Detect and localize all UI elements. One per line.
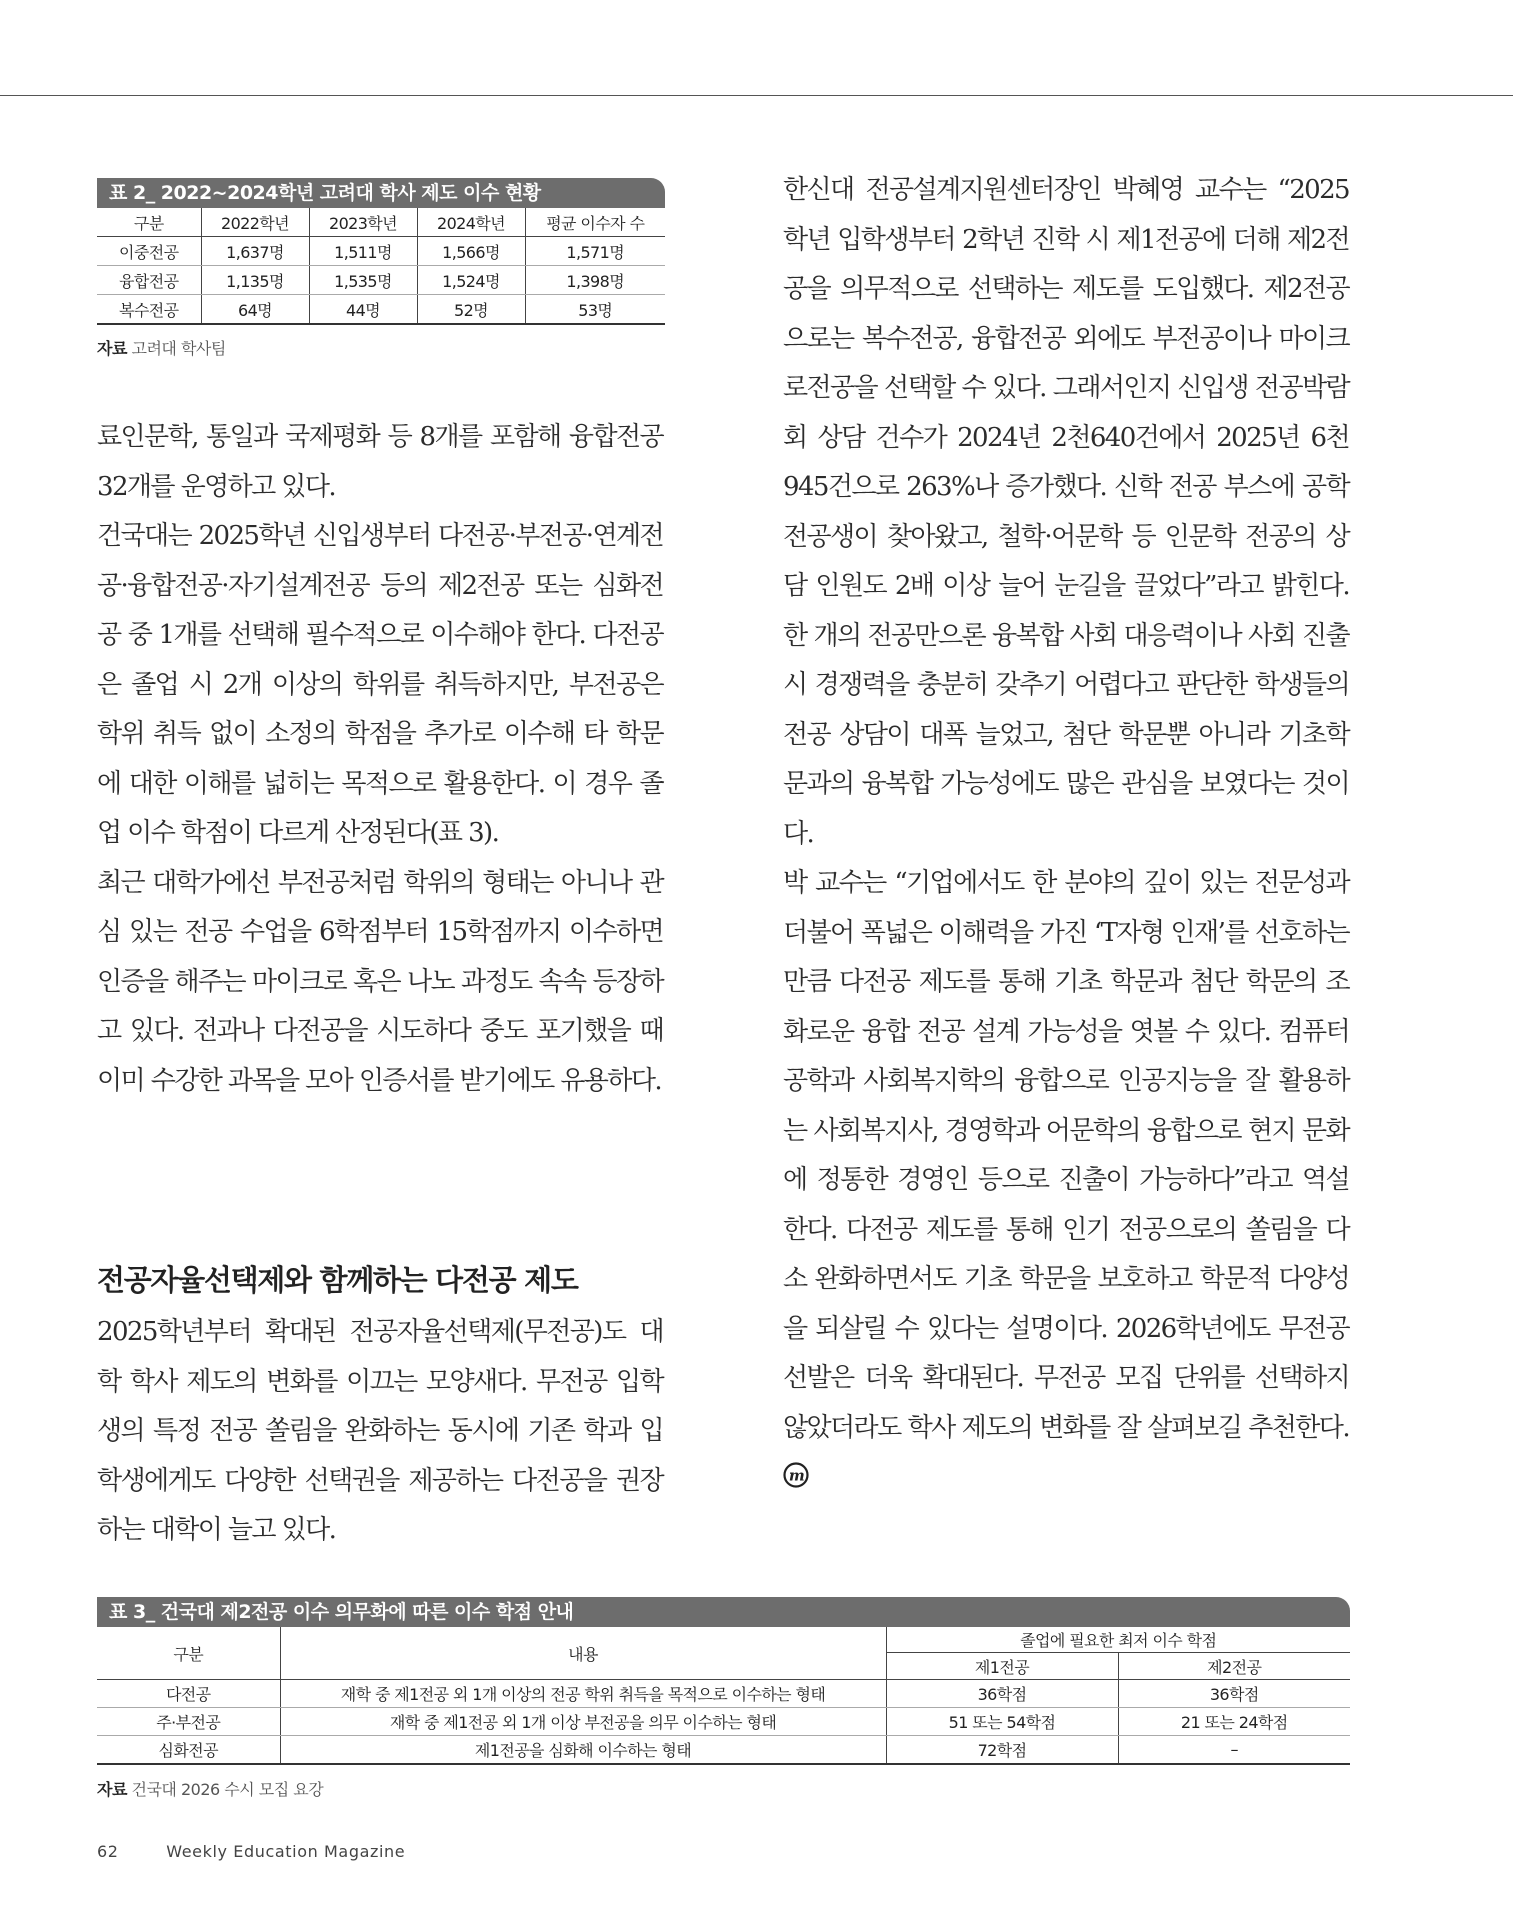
table-cell: 51 또는 54학점 (886, 1708, 1118, 1736)
source-text: 건국대 2026 수시 모집 요강 (131, 1780, 324, 1799)
table-cell: 재학 중 제1전공 외 1개 이상의 전공 학위 취득을 목적으로 이수하는 형태 (280, 1680, 886, 1708)
table-cell: – (1118, 1736, 1350, 1765)
source-label: 자료 (97, 1780, 127, 1799)
table-cell: 주·부전공 (97, 1708, 280, 1736)
paragraph: 료인문학, 통일과 국제평화 등 8개를 포함해 융합전공 32개를 운영하고 있다. (97, 422, 663, 502)
left-column-section (97, 1308, 663, 1556)
end-mark-letter: m (788, 1466, 804, 1485)
table-cell: 64명 (201, 295, 309, 325)
table-cell: 이중전공 (97, 237, 201, 266)
table-3-header-group: 졸업에 필요한 최저 이수 학점 (886, 1627, 1350, 1653)
top-rule (0, 95, 1513, 96)
table-cell: 21 또는 24학점 (1118, 1708, 1350, 1736)
paragraph: 한신대 전공설계지원센터장인 박혜영 교수는 “2025학년 입학생부터 2학년 진학 시 제1전공에 더해 제2전공을 의무적으로 선택하는 제도를 도입했다. 제2전공으로는 복수전공, 융합전공 외에도 부전공이나 마이크로전공을 선택할 수 있다. 그래서인지 신입생 전공박람회 상담 건수가 2024년 2천640건에서 2025년 6천945건으로 263%나 증가했다. 신학 전공 부스에 공학 전공생이 찾아왔고, 철학·어문학 등 인문학 전공의 상담 인원도 2배 이상 늘어 눈길을 끌었다”라고 밝힌다. 한 개의 전공만으론 융복합 사회 대응력이나 사회 진출 시 경쟁력을 충분히 갖추기 어렵다고 판단한 학생들의 전공 상담이 대폭 늘었고, 첨단 학문뿐 아니라 기초학문과의 융복합 가능성에도 많은 관심을 보였다는 것이다. (783, 175, 1349, 849)
table-2-header: 2022학년 (201, 208, 309, 237)
table-row (97, 1680, 1350, 1708)
table-2-source (97, 336, 226, 359)
table-row (97, 295, 665, 325)
table-cell: 52명 (417, 295, 525, 325)
table-cell: 1,511명 (309, 237, 417, 266)
table-cell: 복수전공 (97, 295, 201, 325)
table-cell: 1,398명 (525, 266, 665, 295)
page-number: 62 (97, 1842, 119, 1861)
table-3-subheader: 제2전공 (1118, 1653, 1350, 1680)
table-3 (97, 1597, 1350, 1765)
table-2 (97, 178, 665, 325)
table-cell: 1,524명 (417, 266, 525, 295)
left-column (97, 413, 663, 1106)
paragraph-text: 박 교수는 “기업에서도 한 분야의 깊이 있는 전문성과 더불어 폭넓은 이해력을 가진 ‘T자형 인재’를 선호하는 만큼 다전공 제도를 통해 기초 학문과 첨단 학문의 조화로운 융합 전공 설계 가능성을 엿볼 수 있다. 컴퓨터공학과 사회복지학의 융합으로 인공지능을 잘 활용하는 사회복지사, 경영학과 어문학의 융합으로 현지 문화에 정통한 경영인 등으로 진출이 가능하다”라고 역설한다. 다전공 제도를 통해 인기 전공으로의 쏠림을 다소 완화하면서도 기초 학문을 보호하고 학문적 다양성을 되살릴 수 있다는 설명이다. 2026학년에도 무전공 선발은 더욱 확대된다. 무전공 모집 단위를 선택하지 않았더라도 학사 제도의 변화를 잘 살펴보길 추천한다. (783, 868, 1349, 1443)
table-cell: 1,535명 (309, 266, 417, 295)
paragraph: 최근 대학가에선 부전공처럼 학위의 형태는 아니나 관심 있는 전공 수업을 6학점부터 15학점까지 이수하면 인증을 해주는 마이크로 혹은 나노 과정도 속속 등장하고 있다. 전과나 다전공을 시도하다 중도 포기했을 때 이미 수강한 과목을 모아 인증서를 받기에도 유용하다. (97, 867, 663, 1096)
table-3-header: 내용 (280, 1627, 886, 1680)
table-row (97, 1736, 1350, 1765)
table-cell: 재학 중 제1전공 외 1개 이상 부전공을 의무 이수하는 형태 (280, 1708, 886, 1736)
table-cell: 1,135명 (201, 266, 309, 295)
table-2-header: 2023학년 (309, 208, 417, 237)
table-cell: 제1전공을 심화해 이수하는 형태 (280, 1736, 886, 1765)
paragraph: 건국대는 2025학년 신입생부터 다전공·부전공·연계전공·융합전공·자기설계전공 등의 제2전공 또는 심화전공 중 1개를 선택해 필수적으로 이수해야 한다. 다전공은 졸업 시 2개 이상의 학위를 취득하지만, 부전공은 학위 취득 없이 소정의 학점을 추가로 이수해 타 학문에 대한 이해를 넓히는 목적으로 활용한다. 이 경우 졸업 이수 학점이 다르게 산정된다(표 3). (97, 521, 663, 848)
table-cell: 44명 (309, 295, 417, 325)
table-cell: 53명 (525, 295, 665, 325)
table-cell: 72학점 (886, 1736, 1118, 1765)
table-2-title: 표 2_ 2022~2024학년 고려대 학사 제도 이수 현황 (97, 178, 665, 208)
table-cell: 36학점 (886, 1680, 1118, 1708)
section-heading: 전공자율선택제와 함께하는 다전공 제도 (97, 1263, 578, 1297)
table-2-header: 평균 이수자 수 (525, 208, 665, 237)
table-2-grid (97, 208, 665, 325)
table-row (97, 1708, 1350, 1736)
table-cell: 융합전공 (97, 266, 201, 295)
table-3-grid (97, 1627, 1350, 1765)
paragraph-last (783, 859, 1349, 1506)
table-3-subheader: 제1전공 (886, 1653, 1118, 1680)
source-label: 자료 (97, 339, 127, 358)
paragraph: 2025학년부터 확대된 전공자율선택제(무전공)도 대학 학사 제도의 변화를 이끄는 모양새다. 무전공 입학생의 특정 전공 쏠림을 완화하는 동시에 기존 학과 입학생에게도 다양한 선택권을 제공하는 다전공을 권장하는 대학이 늘고 있다. (97, 1317, 663, 1545)
magazine-end-mark-icon (783, 1456, 809, 1506)
table-cell: 1,566명 (417, 237, 525, 266)
table-3-source (97, 1777, 323, 1800)
source-text: 고려대 학사팀 (131, 339, 226, 358)
table-cell: 다전공 (97, 1680, 280, 1708)
table-3-title: 표 3_ 건국대 제2전공 이수 의무화에 따른 이수 학점 안내 (97, 1597, 1350, 1627)
table-cell: 심화전공 (97, 1736, 280, 1765)
right-column (783, 166, 1349, 1506)
table-row (97, 237, 665, 266)
magazine-name: Weekly Education Magazine (166, 1842, 406, 1861)
table-row (97, 266, 665, 295)
table-cell: 1,571명 (525, 237, 665, 266)
table-2-header: 2024학년 (417, 208, 525, 237)
table-cell: 36학점 (1118, 1680, 1350, 1708)
table-cell: 1,637명 (201, 237, 309, 266)
table-3-header: 구분 (97, 1627, 280, 1680)
table-2-header: 구분 (97, 208, 201, 237)
page-footer (97, 1842, 405, 1861)
